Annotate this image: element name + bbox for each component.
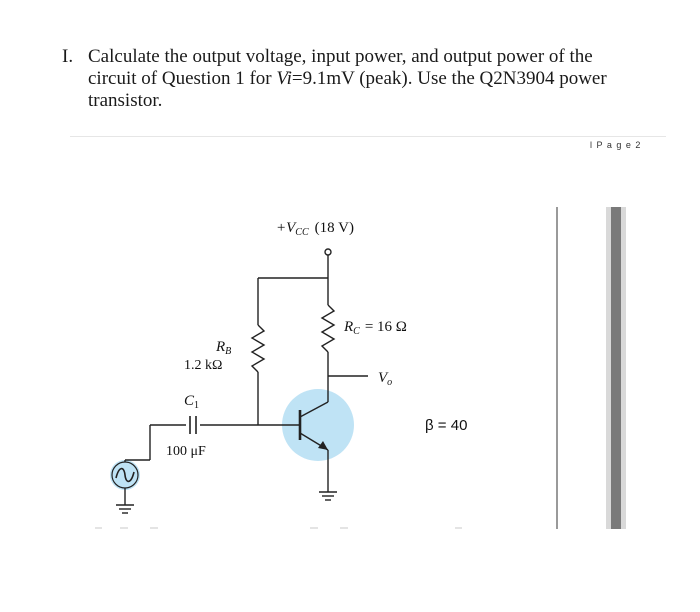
- question-line-1-text: Calculate the output voltage, input power, and output power of the: [88, 46, 593, 67]
- transistor-ground-icon: [319, 492, 337, 500]
- page-edge-line: [556, 207, 558, 529]
- question-line-2a: circuit of Question 1 for: [88, 68, 277, 89]
- question-line-3: transistor.: [88, 90, 163, 111]
- beta-label: β = 40: [425, 417, 468, 434]
- scrollbar-thumb: [611, 207, 621, 529]
- vcc-label: $+V_{CC}$ (18 V): [276, 220, 354, 238]
- vo-label: $V_o$: [378, 370, 393, 388]
- question-variable: Vi: [276, 68, 292, 89]
- vcc-terminal: [325, 249, 331, 255]
- rc-resistor: [322, 305, 334, 352]
- rb-name-label: $R_B$: [216, 339, 232, 357]
- c1-value-label: 100 μF: [166, 444, 206, 459]
- c1-name-label: $C_1$: [184, 393, 200, 411]
- rb-value-label: 1.2 kΩ: [184, 358, 223, 373]
- question-line-2b: =9.1mV (peak). Use the Q2N3904 power: [291, 68, 607, 89]
- rc-label: $R_C = 16$ Ω: [344, 319, 407, 337]
- page-number: l P a g e 2: [590, 140, 642, 150]
- c1-capacitor: [186, 416, 200, 434]
- source-ground-icon: [116, 505, 134, 513]
- rb-resistor: [252, 325, 264, 372]
- question-number: I.: [62, 46, 74, 67]
